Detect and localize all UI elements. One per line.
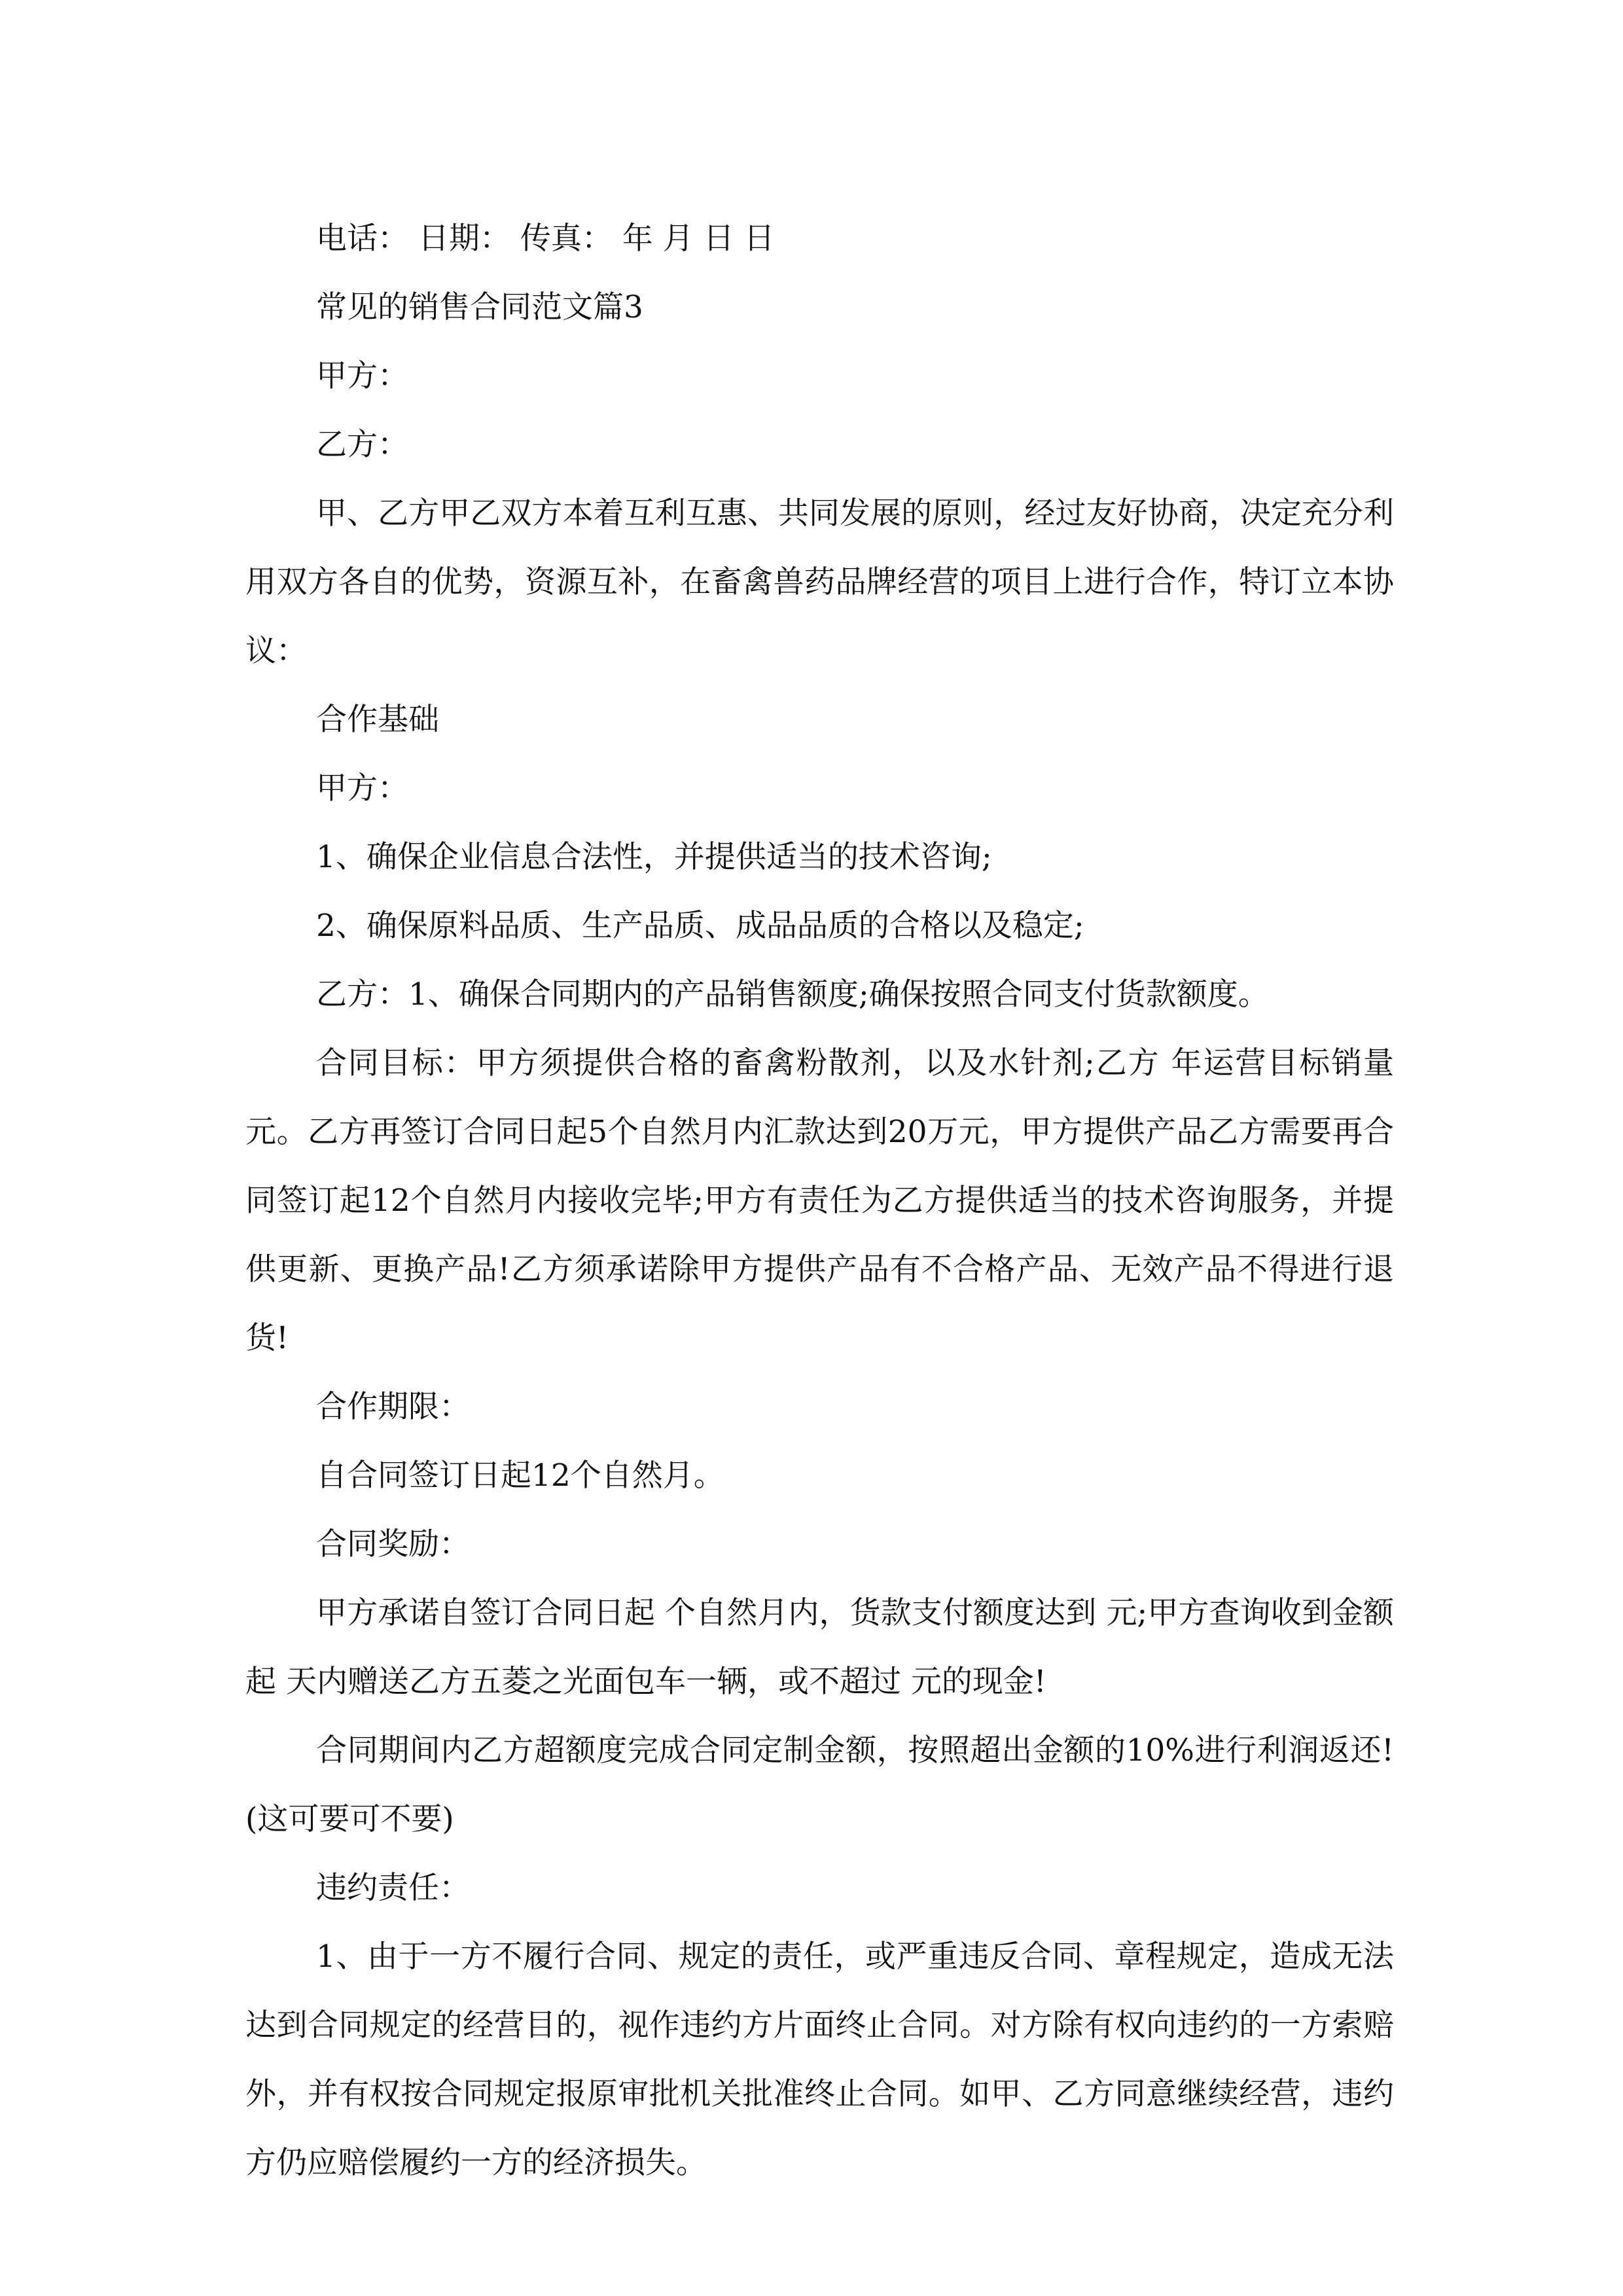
breach-liability-heading: 违约责任： <box>316 1870 470 1906</box>
party-a-item-2: 2、确保原料品质、生产品质、成品品质的合格以及稳定; <box>316 908 1084 944</box>
contact-line: 电话： 日期： 传真： 年 月 日 日 <box>316 221 775 257</box>
party-b-obligations: 乙方：1、确保合同期内的产品销售额度;确保按照合同支付货款额度。 <box>316 977 1269 1013</box>
contract-target-paragraph: 合同目标：甲方须提供合格的畜禽粉散剂，以及水针剂;乙方 年运营目标销量 元。乙方再签订合同日起5个自然月内汇款达到20万元，甲方提供产品乙方需要再合同签订起12个自然月内接收完毕;甲方有责任为乙方提供适当的技术咨询服务，并提供更新、更换产品!乙方须承诺除甲方提供产品有不合格产品、无效产品不得进行退货! <box>245 1045 1394 1356</box>
contract-reward-heading: 合同奖励： <box>316 1526 470 1562</box>
contract-reward-paragraph-2: 合同期间内乙方超额度完成合同定制金额，按照超出金额的10%进行利润返还!(这可要可不要) <box>245 1732 1394 1837</box>
party-a-item-1: 1、确保企业信息合法性，并提供适当的技术咨询; <box>316 839 992 875</box>
preamble-paragraph: 甲、乙方甲乙双方本着互利互惠、共同发展的原则，经过友好协商，决定充分利用双方各自的优势，资源互补，在畜禽兽药品牌经营的项目上进行合作，特订立本协议： <box>245 495 1394 669</box>
cooperation-term-text: 自合同签订日起12个自然月。 <box>316 1458 724 1494</box>
party-a-obligations-label: 甲方： <box>316 770 408 806</box>
party-a-label: 甲方： <box>316 358 408 394</box>
document-body <box>245 204 1394 2197</box>
party-b-label: 乙方： <box>316 427 408 463</box>
breach-liability-item-1: 1、由于一方不履行合同、规定的责任，或严重违反合同、章程规定，造成无法达到合同规定的经营目的，视作违约方片面终止合同。对方除有权向违约的一方索赔外，并有权按合同规定报原审批机关批准终止合同。如甲、乙方同意继续经营，违约方仍应赔偿履约一方的经济损失。 <box>245 1939 1394 2181</box>
cooperation-term-heading: 合作期限： <box>316 1389 470 1425</box>
section-title: 常见的销售合同范文篇3 <box>316 289 643 325</box>
contract-reward-paragraph-1: 甲方承诺自签订合同日起 个自然月内，货款支付额度达到 元;甲方查询收到金额起 天内赠送乙方五菱之光面包车一辆，或不超过 元的现金! <box>245 1595 1394 1700</box>
cooperation-basis-heading: 合作基础 <box>316 702 439 738</box>
